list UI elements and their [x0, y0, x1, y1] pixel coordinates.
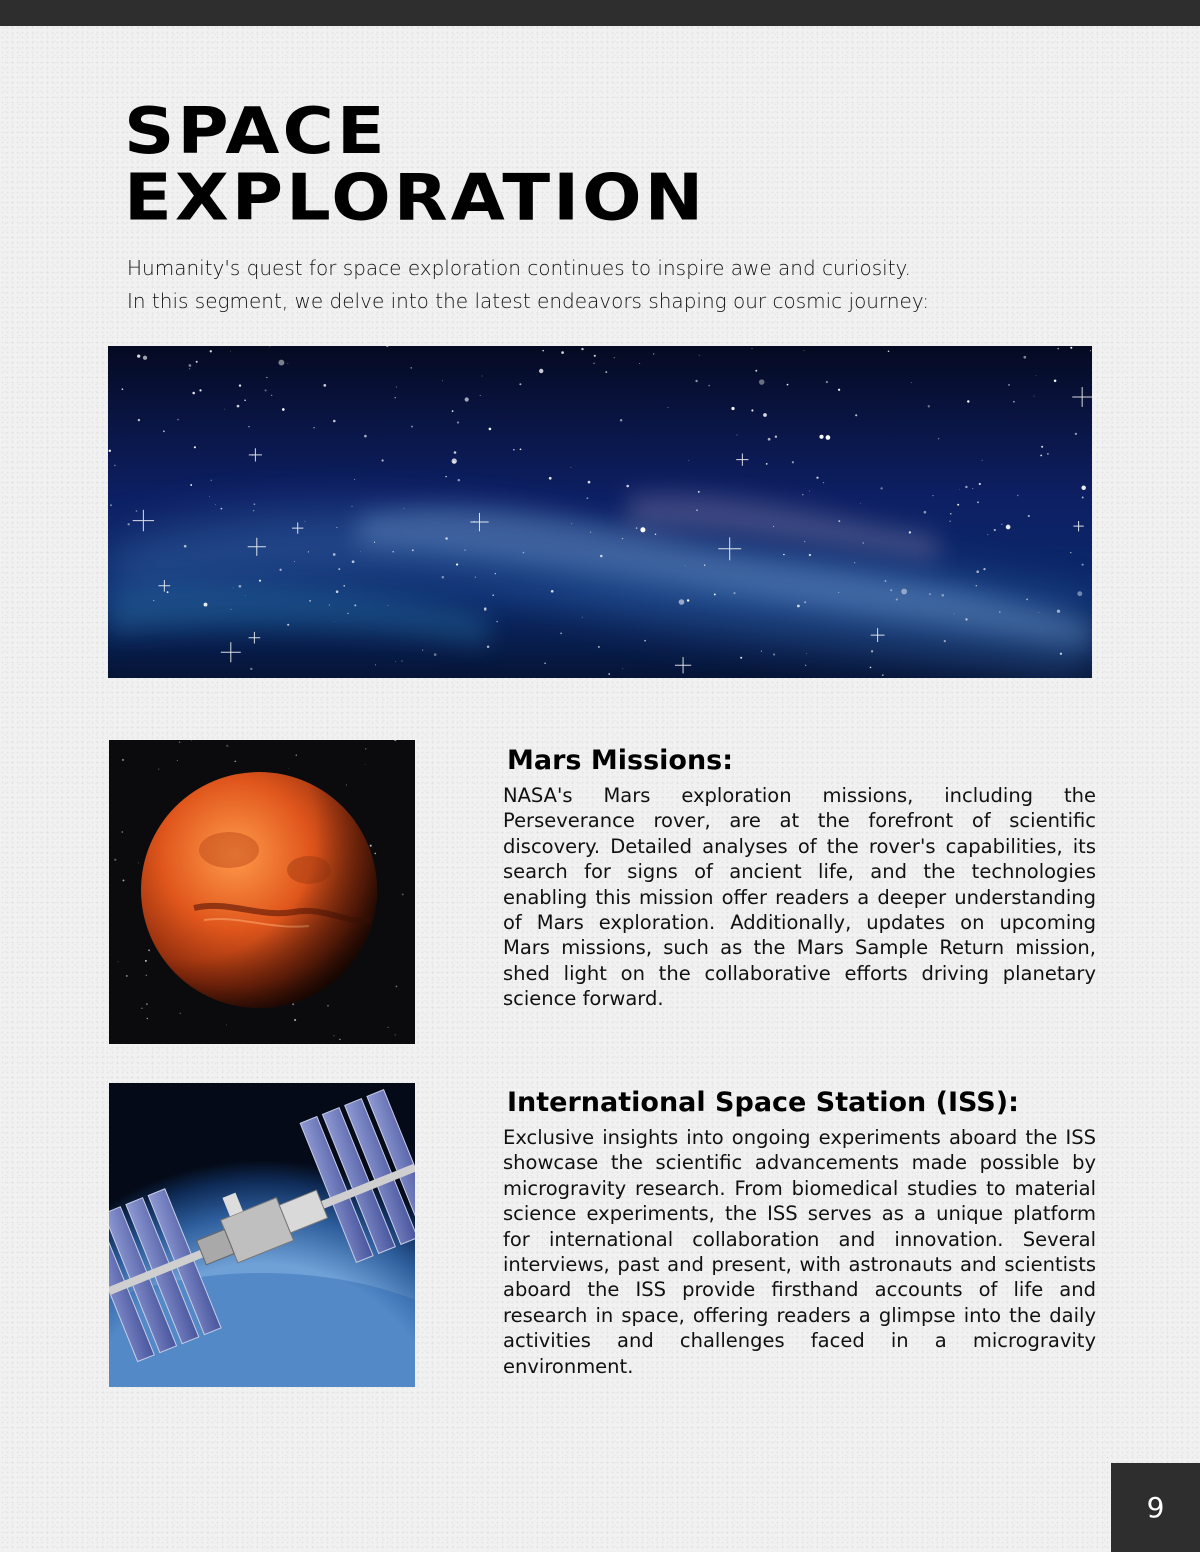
top-bar — [0, 0, 1200, 26]
starfield-image — [108, 346, 1092, 678]
page-number: 9 — [1111, 1463, 1200, 1552]
mars-heading: Mars Missions: — [507, 745, 734, 776]
iss-body: Exclusive insights into ongoing experiments aboard the ISS showcase the scientific advancements made possible by microgravity research. From biomedical studies to material science experiments, the ISS serves as a unique platform for international collaboration and innovation. Several interviews, past and present, with astronauts and scientists aboard the ISS provide firsthand accounts of life and research in space, offering readers a glimpse into the daily activities and challenges faced in a microgravity environment. — [503, 1126, 1096, 1378]
mars-section — [503, 741, 1096, 1012]
title-line-2: EXPLORATION — [124, 159, 707, 236]
iss-image — [109, 1083, 415, 1387]
mars-image — [109, 740, 415, 1044]
intro — [127, 252, 1027, 318]
intro-line-2: In this segment, we delve into the latest endeavors shaping our cosmic journey: — [127, 289, 929, 313]
intro-line-1: Humanity's quest for space exploration continues to inspire awe and curiosity. — [127, 256, 911, 280]
iss-heading: International Space Station (ISS): — [507, 1087, 1019, 1118]
page-title — [124, 93, 707, 236]
title-line-1: SPACE — [124, 93, 388, 169]
mars-body: NASA's Mars exploration missions, including the Perseverance rover, are at the forefront of scientific discovery. Detailed analyses of the rover's capabilities, its search for signs of ancient life, and the technologies enabling this mission offer readers a deeper understanding of Mars exploration. Additionally, updates on upcoming Mars missions, such as the Mars Sample Return mission, shed light on the collaborative efforts driving planetary science forward. — [503, 784, 1096, 1011]
iss-section — [503, 1083, 1096, 1379]
